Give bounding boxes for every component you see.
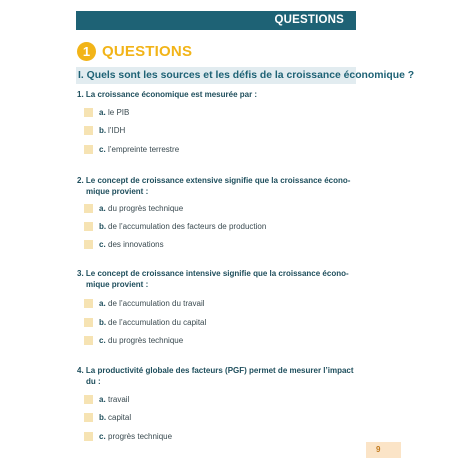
subtitle-band: [76, 67, 415, 84]
option-letter: a.: [99, 395, 106, 404]
section-number-badge: 1: [77, 42, 96, 61]
option-text: capital: [108, 413, 132, 422]
subtitle-text: I. Quels sont les sources et les défis de la croissance économique ?: [78, 70, 415, 81]
question-1-text: 1. La croissance économique est mesurée par :: [77, 90, 258, 99]
option-letter: a.: [99, 108, 106, 117]
option-letter: c.: [99, 432, 106, 441]
header-bar: [76, 11, 356, 30]
checkbox[interactable]: [84, 318, 93, 327]
option-text: de l’accumulation du travail: [108, 299, 205, 308]
option-text: de l’accumulation du capital: [108, 318, 207, 327]
page-number: 9: [376, 445, 381, 454]
question-3-text-line1: 3. Le concept de croissance intensive signifie que la croissance écono-: [77, 269, 349, 278]
option-letter: a.: [99, 299, 106, 308]
checkbox[interactable]: [84, 108, 93, 117]
question-3-text-line2: mique provient :: [86, 280, 149, 289]
checkbox[interactable]: [84, 299, 93, 308]
option-text: l’empreinte terrestre: [108, 145, 180, 154]
question-3: [77, 268, 357, 290]
question-2: [77, 175, 357, 197]
option-text: l’IDH: [108, 126, 126, 135]
checkbox[interactable]: [84, 395, 93, 404]
question-4-text-line2: du :: [86, 377, 101, 386]
option-letter: a.: [99, 204, 106, 213]
question-4: [77, 365, 357, 387]
checkbox[interactable]: [84, 336, 93, 345]
option-text: du progrès technique: [108, 204, 184, 213]
checkbox[interactable]: [84, 222, 93, 231]
option-letter: c.: [99, 145, 106, 154]
checkbox[interactable]: [84, 145, 93, 154]
checkbox[interactable]: [84, 126, 93, 135]
option-letter: b.: [99, 318, 107, 327]
option-letter: b.: [99, 126, 107, 135]
option-text: travail: [108, 395, 130, 404]
checkbox[interactable]: [84, 204, 93, 213]
option-letter: c.: [99, 240, 106, 249]
question-2-text-line2: mique provient :: [86, 187, 149, 196]
option-text: de l’accumulation des facteurs de production: [108, 222, 267, 231]
option-letter: b.: [99, 413, 107, 422]
option-letter: b.: [99, 222, 107, 231]
question-1: [77, 89, 357, 100]
page-number-box: [366, 442, 401, 458]
option-text: du progrès technique: [108, 336, 184, 345]
section-title: QUESTIONS: [102, 43, 193, 60]
question-2-text-line1: 2. Le concept de croissance extensive signifie que la croissance écono-: [77, 176, 351, 185]
option-text: le PIB: [108, 108, 130, 117]
header-title: QUESTIONS: [274, 14, 344, 26]
question-4-text-line1: 4. La productivité globale des facteurs (PGF) permet de mesurer l’impact: [77, 366, 354, 375]
checkbox[interactable]: [84, 432, 93, 441]
checkbox[interactable]: [84, 413, 93, 422]
option-text: des innovations: [108, 240, 164, 249]
option-letter: c.: [99, 336, 106, 345]
checkbox[interactable]: [84, 240, 93, 249]
option-text: progrès technique: [108, 432, 173, 441]
